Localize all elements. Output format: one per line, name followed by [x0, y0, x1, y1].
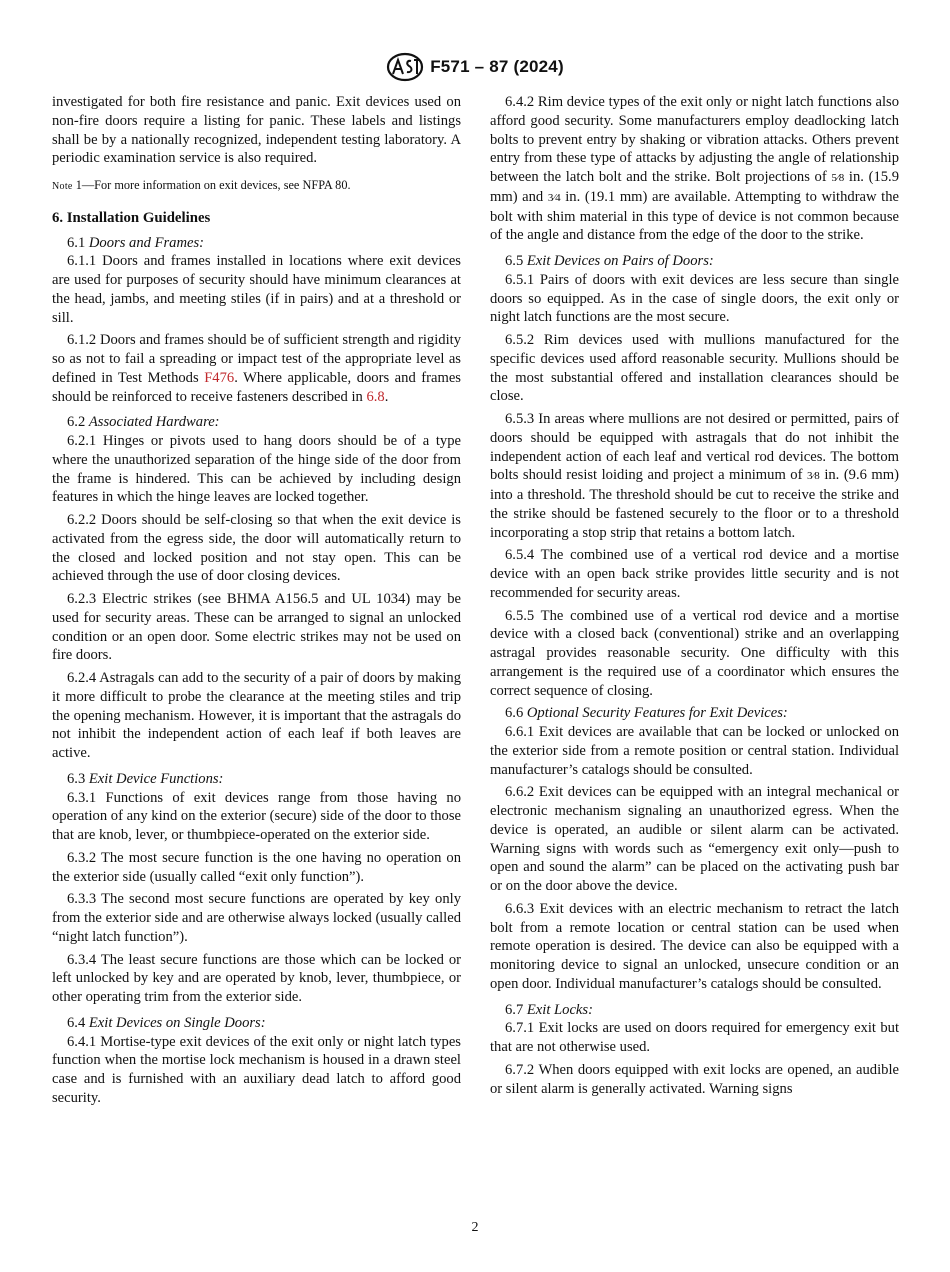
paragraph: 6.5.2 Rim devices used with mullions manufactured for the specific devices used afford reasonable security. Mullions should be the most substantial offered and installation clearances should be close.	[490, 332, 899, 405]
paragraph: 6.1.1 Doors and frames installed in locations where exit devices are used for purposes of security should have minimum clearances at the head, jambs, and meeting stiles (if in pairs) and at a threshold or sill.	[52, 253, 461, 326]
paragraph: 6.2.1 Hinges or pivots used to hang doors should be of a type where the unauthorized separation of the hinge side of the door from the frame is hindered. This can be achieved by including design features in which the hinge leaves are locked together.	[52, 433, 461, 506]
reference-link-6-8[interactable]: 6.8	[366, 388, 385, 405]
paragraph: 6.3.1 Functions of exit devices range from those having no operation of any kind on the exterior (secure) side of the door to those that are knob, lever, or thumbpiece-operated on the exterior side.	[52, 789, 461, 843]
subsection-heading: 6.7 Exit Locks:	[505, 1001, 593, 1018]
reference-link-f476[interactable]: F476	[204, 369, 235, 386]
document-id: F571 – 87 (2024)	[430, 57, 564, 76]
subsection-heading: 6.6 Optional Security Features for Exit Devices:	[505, 705, 788, 722]
section-heading: 6. Installation Guidelines	[52, 209, 211, 226]
note-label: Note	[52, 181, 73, 192]
paragraph: 6.5.1 Pairs of doors with exit devices are less secure than single doors so equipped. As in the case of single doors, the exit only or night latch functions are the most secure.	[490, 271, 899, 326]
paragraph: 6.5.4 The combined use of a vertical rod device and a mortise device with an open back strike provides little security and is not recommended for security areas.	[490, 547, 899, 601]
note-text: 1—For more information on exit devices, see NFPA 80.	[72, 178, 351, 192]
page-number: 2	[471, 1220, 479, 1235]
paragraph: 6.1.2 Doors and frames should be of sufficient strength and rigidity so as not to fail a spreading or impact test of the appropriate level as defined in Test Methods F476. Where applicable, doors and frames should be reinforced to receive fasteners described in 6.8.	[52, 332, 461, 405]
paragraph: 6.5.3 In areas where mullions are not desired or permitted, pairs of doors should be equipped with astragals that do not inhibit the independent action of each leaf and vertical rod devices. The bottom bolts should resist loiding and project a minimum of 3⁄8 in. (9.6 mm) into a threshold. The threshold should be cut to receive the strike and the strike should be fastened securely to the floor or to a threshold incorporating a stop strip that retains a bottom latch.	[490, 411, 899, 541]
paragraph: 6.3.4 The least secure functions are those which can be locked or left unlocked by key and are operated by knob, lever, thumbpiece, or other operating trim from the exterior side.	[52, 951, 461, 1005]
paragraph: 6.2.2 Doors should be self-closing so that when the exit device is activated from the egress side, the door will automatically return to the closed and locked position and not stay open. This can be achieved through the use of door closing devices.	[52, 512, 461, 585]
paragraph: investigated for both fire resistance and panic. Exit devices used on non-fire doors require a listing for panic. These labels and listings shall be by a nationally recognized, independent testing laboratory. A periodic examination service is also required.	[52, 94, 461, 167]
paragraph: 6.7.1 Exit locks are used on doors required for emergency exit but that are not otherwise used.	[490, 1020, 899, 1055]
paragraph: 6.2.4 Astragals can add to the security of a pair of doors by making it more difficult to probe the clearance at the meeting stiles and trip the opening mechanism. However, it is important that the astragals do not inhibit the independent action of each leaf if both leaves are active.	[52, 670, 461, 761]
paragraph: 6.7.2 When doors equipped with exit locks are opened, an audible or silent alarm is generally activated. Warning signs	[490, 1061, 899, 1097]
left-column	[52, 93, 461, 1108]
paragraph: 6.5.5 The combined use of a vertical rod device and a mortise device with a closed back (conventional) strike and an overlapping astragal provides reasonable security. One difficulty with this arrangement is the required use of a coordinator which ensures the correct sequence of closing.	[490, 607, 899, 699]
page-header	[0, 52, 950, 82]
paragraph: 6.6.3 Exit devices with an electric mechanism to retract the latch bolt from a remote location or central station can be used when remote operation is desired. The device can also be equipped with a monitoring device to signal an unlocked, unsecure condition or an open door. Individual manufacturer’s catalogs should be consulted.	[490, 900, 899, 992]
paragraph: 6.4.2 Rim device types of the exit only or night latch functions also afford good security. Some manufacturers employ deadlocking latch bolts to prevent entry by shaking or vibration attacks. Others prevent entry from these type of attacks by adjusting the angle of relationship between the latch bolt and the strike. Bolt projections of 5⁄8 in. (15.9 mm) and 3⁄4 in. (19.1 mm) are available. Attempting to withdraw the bolt with shim material in this type of device is not common because of the angle and distance from the edge of the door to the strike.	[490, 94, 899, 244]
subsection-heading: 6.5 Exit Devices on Pairs of Doors:	[505, 253, 714, 269]
note	[52, 176, 461, 197]
paragraph: 6.3.2 The most secure function is the one having no operation on the exterior side (usually called “exit only function”).	[52, 849, 461, 885]
subsection-heading: 6.1 Doors and Frames:	[67, 234, 205, 251]
astm-logo-icon	[386, 52, 424, 82]
paragraph: 6.2.3 Electric strikes (see BHMA A156.5 and UL 1034) may be used for security areas. These can be arranged to signal an unlocked condition or an open door. Some electric strikes may not be used on fire doors.	[52, 591, 461, 664]
subsection-heading: 6.4 Exit Devices on Single Doors:	[67, 1014, 266, 1031]
subsection-heading: 6.2 Associated Hardware:	[67, 414, 220, 431]
right-column	[490, 93, 899, 1098]
paragraph: 6.6.2 Exit devices can be equipped with an integral mechanical or electronic mechanism signaling an unauthorized egress. When the device is operated, an audible or silent alarm can be activated. Warning signs with words such as “emergency exit only—push to open and sound the alarm” can be placed on the activating push bar or on the door above the device.	[490, 784, 899, 894]
paragraph: 6.4.1 Mortise-type exit devices of the exit only or night latch types function when the mortise lock mechanism is housed in a drawn steel case and is furnished with an auxiliary dead latch to afford good security.	[52, 1033, 461, 1106]
paragraph: 6.6.1 Exit devices are available that can be locked or unlocked on the exterior side from a remote position or central station. Individual manufacturer’s catalogs should be consulted.	[490, 724, 899, 778]
paragraph: 6.3.3 The second most secure functions are operated by key only from the exterior side and are otherwise always locked (usually called “night latch function”).	[52, 891, 461, 945]
subsection-heading: 6.3 Exit Device Functions:	[67, 770, 224, 787]
